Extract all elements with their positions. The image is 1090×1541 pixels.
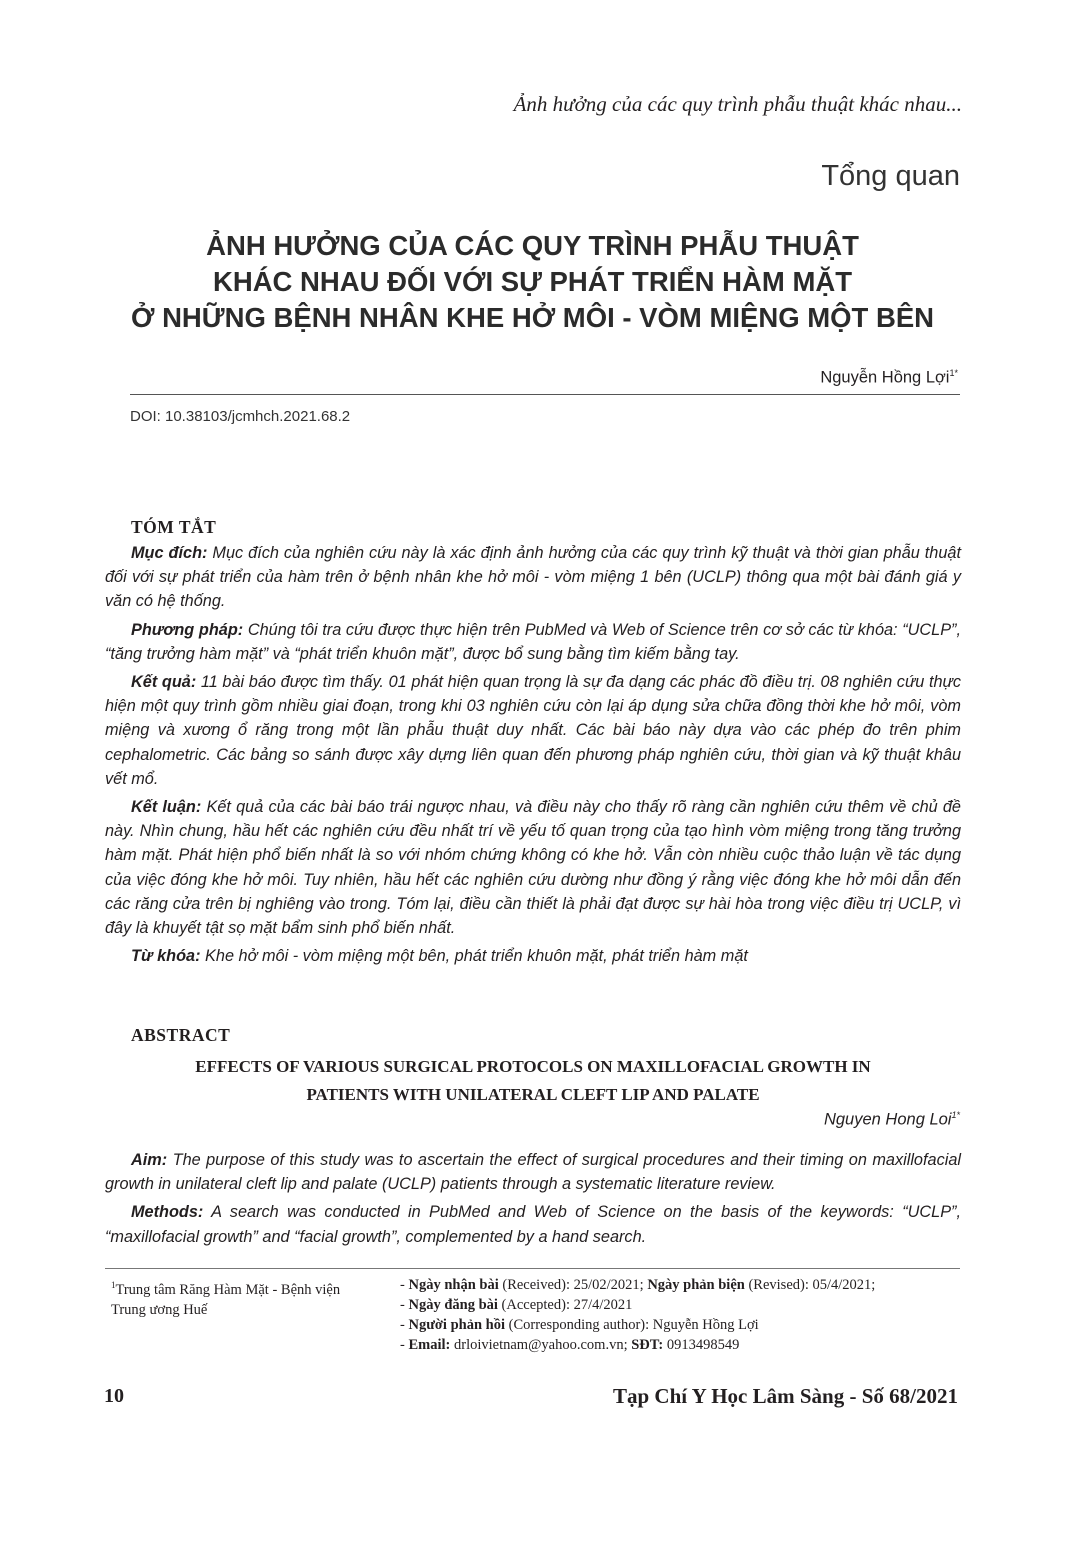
email-text: drloivietnam@yahoo.com.vn;: [450, 1337, 632, 1353]
tomtat-aim: [105, 541, 961, 614]
abstract-methods-text: A search was conducted in PubMed and Web of Science on the basis of the keywords: “UCLP”, “maxillofacial growth” and “facial growth”, complemented by a hand search.: [105, 1203, 961, 1246]
tomtat-results-text: 11 bài báo được tìm thấy. 01 phát hiện quan trọng là sự đa dạng các phác đồ điều trị. 08 nghiên cứu thực hiện một quy trình gồm nhiều giai đoạn, trong khi 03 nghiên cứu còn lại áp dụng sửa chữa đồng thời khe hở môi, vòm miệng và xương ổ răng trong một lần phẫu thuật duy nhất. Các bài báo này dựa vào các phép đo trên phim cephalometric. Các bảng so sánh được xây dựng liên quan đến phương pháp nghiên cứu, thời gian và kỹ thuật khâu vết mổ.: [105, 673, 962, 788]
tomtat-aim-label: Mục đích:: [131, 544, 208, 562]
tomtat-conclusion-text: Kết quả của các bài báo trái ngược nhau, và điều này cho thấy rõ ràng cần nghiên cứu thêm về chủ đề này. Nhìn chung, hầu hết các nghiên cứu đều nhất trí về yếu tố quan trọng của tạo hình vòm miệng trong tăng trưởng hàm mặt. Phát hiện phổ biến nhất là so với nhóm chứng không có khe hở. Vẫn còn nhiều cuộc thảo luận về tác dụng của việc đóng khe hở môi. Tuy nhiên, hầu hết các nghiên cứu dường như đồng ý rằng việc đóng khe hở môi dẫn đến các răng cửa trên bị nghiêng vào trong. Tóm lại, điều cần thiết là phải đạt được sự hài hòa trong việc điều trị UCLP, vì đây là khuyết tật sọ mặt bẩm sinh phổ biến nhất.: [105, 798, 961, 938]
tomtat-heading: TÓM TẮT: [131, 517, 217, 537]
tomtat-methods-label: Phương pháp:: [131, 620, 244, 639]
affiliation-line-1: Trung tâm Răng Hàm Mặt - Bệnh viện: [115, 1281, 341, 1298]
title-rule: [130, 394, 960, 395]
phone-text: 0913498549: [663, 1337, 740, 1353]
journal-name: Tạp Chí Y Học Lâm Sàng - Số 68/2021: [613, 1384, 958, 1408]
title-line-1: ẢNH HƯỞNG CỦA CÁC QUY TRÌNH PHẪU THUẬT: [206, 230, 859, 261]
title-line-2: KHÁC NHAU ĐỐI VỚI SỰ PHÁT TRIỂN HÀM MẶT: [212, 266, 853, 297]
section-label: Tổng quan: [821, 160, 960, 192]
title-en-line-1: EFFECTS OF VARIOUS SURGICAL PROTOCOLS ON MAXILLOFACIAL GROWTH IN: [195, 1057, 871, 1076]
tomtat-aim-text: Mục đích của nghiên cứu này là xác định ảnh hưởng của các quy trình kỹ thuật và thời gian phẫu thuật đối với sự phát triển của hàm trên ở bệnh nhân khe hở môi - vòm miệng 1 bên (UCLP) thông qua một bài đánh giá y văn có hệ thống.: [105, 544, 961, 611]
tomtat-keywords: [105, 944, 961, 968]
tomtat-methods: [105, 618, 961, 666]
tomtat-methods-text: Chúng tôi tra cứu được thực hiện trên PubMed và Web of Science trên cơ sở các từ khóa: “UCLP”, “tăng trưởng hàm mặt” và “phát triển khuôn mặt”, được bổ sung bằng tìm kiếm bằng tay.: [105, 620, 962, 663]
accepted-text: (Accepted): 27/4/2021: [497, 1297, 633, 1313]
abstract-methods-label: Methods:: [131, 1203, 204, 1222]
abstract-aim-text: The purpose of this study was to ascertain the effect of surgical procedures and their timing on maxillofacial growth in unilateral cleft lip and palate (UCLP) patients through a systematic literature review.: [105, 1151, 961, 1194]
article-title-en: [105, 1053, 961, 1109]
running-header: Ảnh hưởng của các quy trình phẫu thuật khác nhau...: [513, 92, 962, 116]
article-title-vi: [104, 228, 961, 336]
received-text: (Received): 25/02/2021;: [498, 1277, 648, 1293]
fn-corresponding: - Người phản hồi (Corresponding author): Nguyễn Hồng Lợi: [400, 1317, 759, 1333]
corr-label: Người phản hồi: [408, 1317, 505, 1333]
author-en-name: Nguyen Hong Loi: [823, 1110, 952, 1129]
fn-contact: - Email: drloivietnam@yahoo.com.vn; SĐT: 0913498549: [400, 1337, 740, 1353]
author-vi: [0, 368, 958, 388]
received-label: Ngày nhận bài: [408, 1277, 499, 1293]
abstract-aim: [105, 1148, 961, 1196]
doi: DOI: 10.38103/jcmhch.2021.68.2: [130, 408, 351, 425]
abstract-body: [105, 1148, 961, 1249]
title-en-line-2: PATIENTS WITH UNILATERAL CLEFT LIP AND PALATE: [306, 1085, 760, 1104]
title-line-3: Ở NHỮNG BỆNH NHÂN KHE HỞ MÔI - VÒM MIỆNG MỘT BÊN: [130, 302, 935, 333]
tomtat-conclusion-label: Kết luận:: [131, 798, 202, 817]
tomtat-results-label: Kết quả:: [131, 673, 197, 692]
tomtat-conclusion: [105, 795, 961, 940]
affiliation-sup: 1: [111, 1280, 116, 1290]
footnote-dates: [400, 1275, 970, 1355]
tomtat-keywords-label: Từ khóa:: [131, 947, 201, 966]
corr-text: (Corresponding author): Nguyễn Hồng Lợi: [504, 1317, 759, 1333]
author-en: [0, 1110, 960, 1130]
author-vi-sup: 1*: [949, 368, 958, 378]
abstract-heading: ABSTRACT: [131, 1025, 231, 1045]
revised-text: (Revised): 05/4/2021;: [744, 1277, 876, 1293]
accepted-label: Ngày đăng bài: [408, 1297, 498, 1313]
tomtat-keywords-text: Khe hở môi - vòm miệng một bên, phát triển khuôn mặt, phát triển hàm mặt: [200, 947, 748, 966]
author-en-sup: 1*: [951, 1110, 960, 1120]
author-vi-name: Nguyễn Hồng Lợi: [820, 368, 950, 387]
abstract-methods: [105, 1200, 961, 1248]
affiliation-line-2: Trung ương Huế: [111, 1301, 208, 1318]
footnote-affiliation: [111, 1275, 391, 1320]
abstract-aim-label: Aim:: [131, 1151, 168, 1169]
page-number: 10: [104, 1385, 124, 1407]
tomtat-results: [105, 670, 961, 791]
fn-accepted: - Ngày đăng bài (Accepted): 27/4/2021: [400, 1297, 633, 1313]
footnote-rule: [105, 1268, 960, 1269]
fn-received-revised: - Ngày nhận bài (Received): 25/02/2021; Ngày phản biện (Revised): 05/4/2021;: [400, 1277, 876, 1293]
phone-label: SĐT:: [631, 1337, 664, 1353]
tomtat-body: [105, 541, 961, 968]
revised-label: Ngày phản biện: [647, 1277, 745, 1293]
email-label: Email:: [408, 1337, 451, 1353]
